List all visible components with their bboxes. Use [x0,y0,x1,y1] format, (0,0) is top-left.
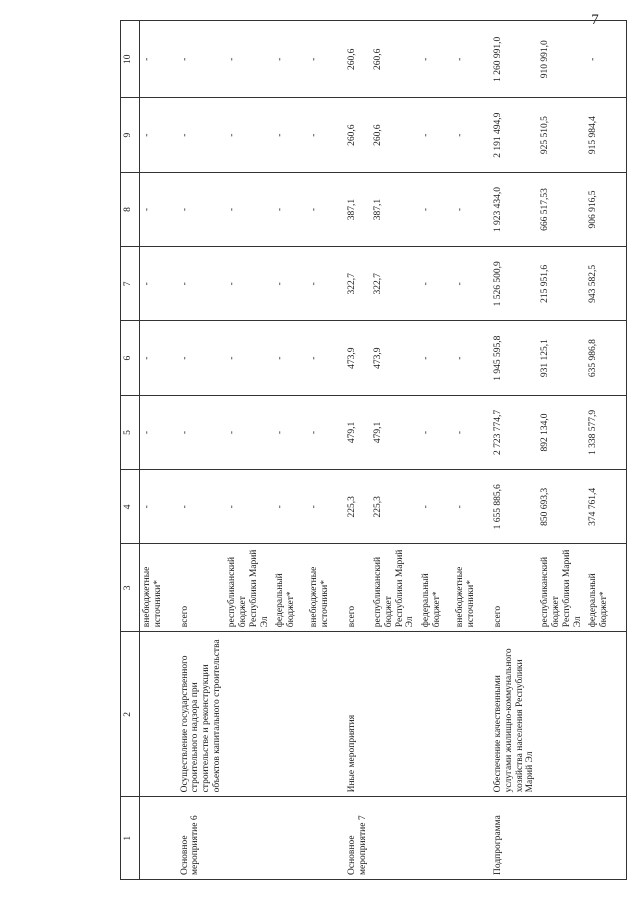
value-cell: 1 655 885,6 [491,470,539,544]
funding-source-cell: внебюджетные источники* [307,544,345,632]
table-body [140,21,627,880]
value-cell: - [453,395,491,469]
activity-label-cell [453,797,491,880]
funding-source-cell: всего [491,544,539,632]
value-cell: 260,6 [345,98,371,172]
value-cell: - [307,321,345,395]
column-header: 6 [121,321,140,395]
table-row [586,21,626,880]
value-cell: 910 991,0 [538,21,586,99]
value-cell: - [307,470,345,544]
activity-label-cell [586,797,626,880]
column-header: 1 [121,797,140,880]
activity-description-cell [538,632,586,797]
value-cell: - [225,172,273,246]
value-cell: 1 945 595,8 [491,321,539,395]
value-cell: 260,6 [371,98,419,172]
activity-label-cell: Основное мероприятие 6 [178,797,226,880]
funding-source-cell: федеральный бюджет* [586,544,626,632]
value-cell: - [586,21,626,99]
value-cell: 215 951,6 [538,247,586,321]
value-cell: - [453,172,491,246]
value-cell: 666 517,53 [538,172,586,246]
value-cell: - [419,395,453,469]
table-row [345,21,371,880]
value-cell: 931 125,1 [538,321,586,395]
value-cell: 850 693,3 [538,470,586,544]
funding-source-cell: внебюджетные источники* [453,544,491,632]
activity-label-cell [140,797,178,880]
activity-description-cell [453,632,491,797]
value-cell: 479,1 [371,395,419,469]
page-number: 7 [591,12,599,28]
value-cell: - [178,470,226,544]
value-cell: 374 761,4 [586,470,626,544]
value-cell: - [225,98,273,172]
value-cell: - [453,98,491,172]
value-cell: - [273,98,307,172]
value-cell: - [419,98,453,172]
value-cell: 1 260 991,0 [491,21,539,99]
value-cell: - [419,247,453,321]
value-cell: 2 191 494,9 [491,98,539,172]
value-cell: - [273,172,307,246]
value-cell: 892 134,0 [538,395,586,469]
value-cell: 387,1 [345,172,371,246]
value-cell: - [307,21,345,99]
value-cell: 1 526 500,9 [491,247,539,321]
value-cell: 260,6 [371,21,419,99]
value-cell: - [140,470,178,544]
table-row [538,21,586,880]
value-cell: - [273,470,307,544]
value-cell: 925 510,5 [538,98,586,172]
activity-label-cell [225,797,273,880]
value-cell: - [178,172,226,246]
value-cell: 225,3 [371,470,419,544]
value-cell: - [140,321,178,395]
activity-label-cell [538,797,586,880]
column-header: 10 [121,21,140,99]
funding-source-cell: республиканский бюджет Республики Марий Эл [225,544,273,632]
table-row [371,21,419,880]
value-cell: - [140,172,178,246]
column-header: 9 [121,98,140,172]
activity-description-cell [140,632,178,797]
value-cell: 260,6 [345,21,371,99]
value-cell: - [140,395,178,469]
value-cell: - [225,247,273,321]
value-cell: - [140,98,178,172]
table-row [273,21,307,880]
activity-label-cell [419,797,453,880]
activity-description-cell [307,632,345,797]
value-cell: - [453,21,491,99]
table-row [453,21,491,880]
value-cell: - [140,21,178,99]
header-row [121,21,140,880]
activity-label-cell [273,797,307,880]
column-header: 5 [121,395,140,469]
activity-description-cell: Обеспечение качественными услугами жилищно-коммунального хозяйства населения Республики Марий Эл [491,632,539,797]
value-cell: - [307,98,345,172]
value-cell: 473,9 [345,321,371,395]
value-cell: - [178,21,226,99]
value-cell: 635 986,8 [586,321,626,395]
table-row [225,21,273,880]
value-cell: - [225,321,273,395]
value-cell: - [453,247,491,321]
funding-source-cell: республиканский бюджет Республики Марий Эл [538,544,586,632]
value-cell: 473,9 [371,321,419,395]
value-cell: - [178,321,226,395]
column-header: 8 [121,172,140,246]
value-cell: - [307,172,345,246]
value-cell: 225,3 [345,470,371,544]
value-cell: - [273,247,307,321]
column-header: 2 [121,632,140,797]
budget-table [120,20,627,880]
activity-label-cell: Подпрограмма [491,797,539,880]
value-cell: 915 984,4 [586,98,626,172]
activity-description-cell [225,632,273,797]
column-header: 7 [121,247,140,321]
funding-source-cell: федеральный бюджет* [273,544,307,632]
activity-description-cell [586,632,626,797]
funding-source-cell: всего [345,544,371,632]
value-cell: 943 582,5 [586,247,626,321]
column-header: 4 [121,470,140,544]
value-cell: - [273,395,307,469]
value-cell: - [225,21,273,99]
value-cell: 322,7 [345,247,371,321]
activity-description-cell [419,632,453,797]
value-cell: - [273,21,307,99]
column-header: 3 [121,544,140,632]
value-cell: 1 338 577,9 [586,395,626,469]
value-cell: - [419,172,453,246]
value-cell: - [453,470,491,544]
value-cell: - [140,247,178,321]
table-row [178,21,226,880]
value-cell: - [419,470,453,544]
funding-source-cell: внебюджетные источники* [140,544,178,632]
activity-label-cell [307,797,345,880]
rotated-table-container [120,20,612,880]
value-cell: - [453,321,491,395]
table-row [419,21,453,880]
activity-label-cell: Основное мероприятие 7 [345,797,371,880]
activity-label-cell [371,797,419,880]
value-cell: - [178,395,226,469]
value-cell: - [225,470,273,544]
activity-description-cell: Иные мероприятия [345,632,371,797]
funding-source-cell: федеральный бюджет* [419,544,453,632]
value-cell: 322,7 [371,247,419,321]
value-cell: - [419,321,453,395]
value-cell: - [273,321,307,395]
activity-description-cell: Осуществление государственного строительного надзора при строительстве и реконструкции объектов капитального строительства [178,632,226,797]
value-cell: 387,1 [371,172,419,246]
activity-description-cell [273,632,307,797]
table-row [491,21,539,880]
value-cell: 1 923 434,0 [491,172,539,246]
funding-source-cell: республиканский бюджет Республики Марий Эл [371,544,419,632]
funding-source-cell: всего [178,544,226,632]
value-cell: 906 916,5 [586,172,626,246]
value-cell: - [178,98,226,172]
activity-description-cell [371,632,419,797]
value-cell: - [307,395,345,469]
value-cell: - [307,247,345,321]
value-cell: - [225,395,273,469]
value-cell: - [419,21,453,99]
value-cell: - [178,247,226,321]
value-cell: 479,1 [345,395,371,469]
table-row [307,21,345,880]
value-cell: 2 723 774,7 [491,395,539,469]
table-row [140,21,178,880]
